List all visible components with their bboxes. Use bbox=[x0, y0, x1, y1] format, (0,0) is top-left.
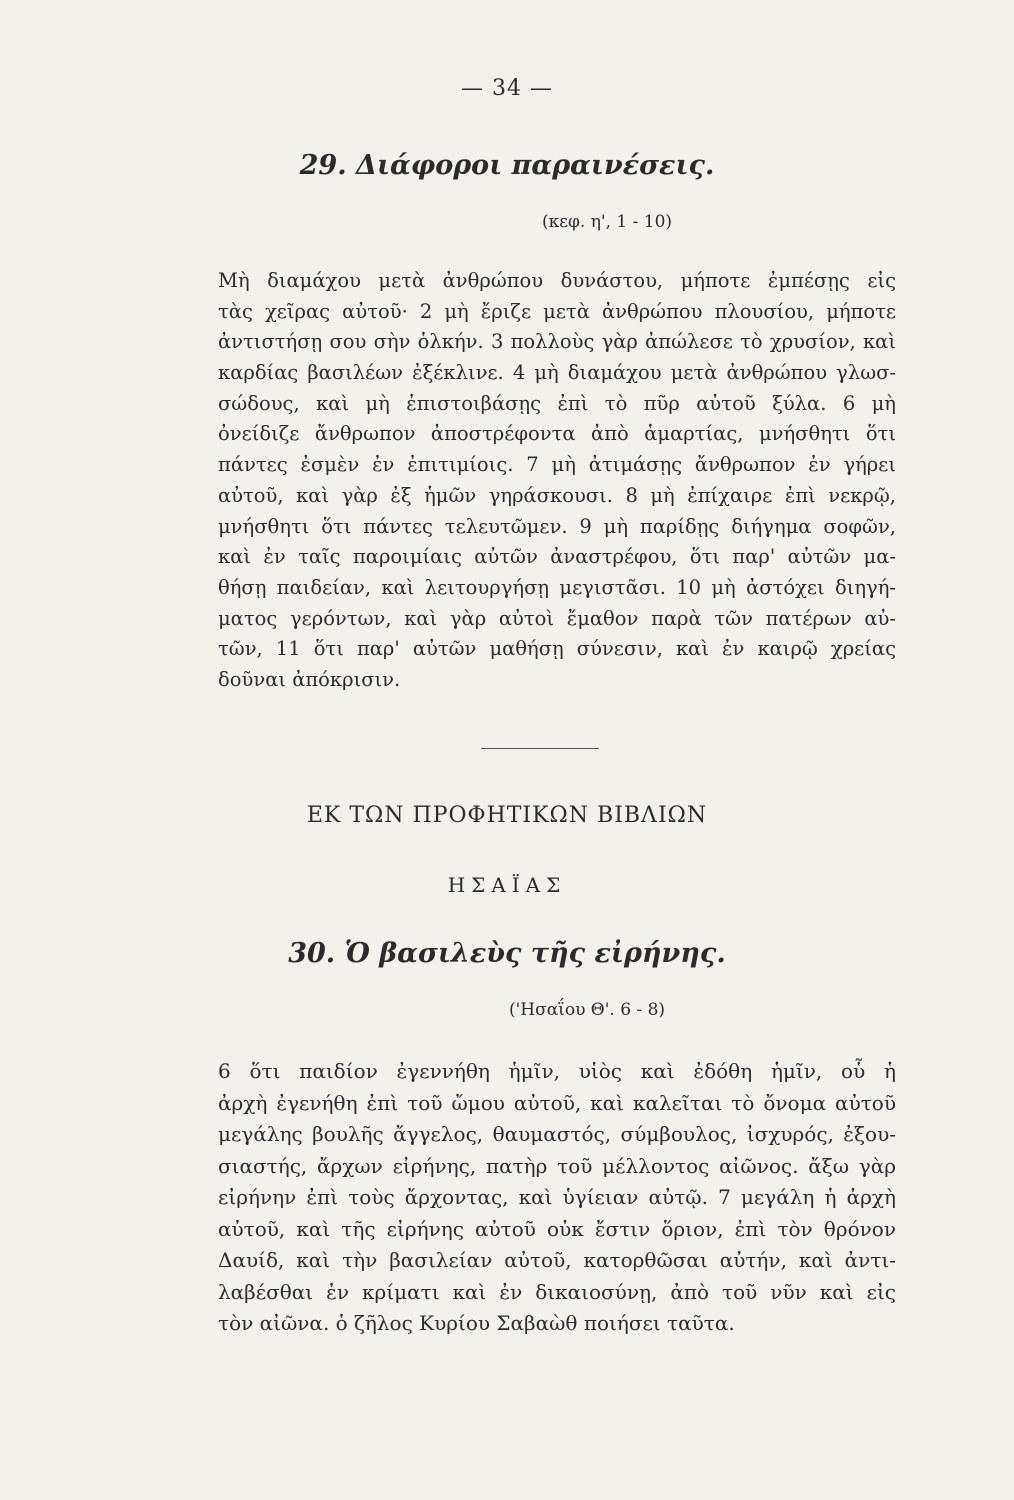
text-line: αὐτοῦ, καὶ τῆς εἰρήνης αὐτοῦ οὐκ ἔστιν ὅριον, ἐπὶ τὸν θρόνον bbox=[218, 1216, 896, 1241]
text-line: λαβέσθαι ἐν κρίματι καὶ ἐν δικαιοσύνῃ, ἀπὸ τοῦ νῦν καὶ εἰς bbox=[218, 1279, 896, 1304]
text-line: πάντες ἐσμὲν ἐν ἐπιτιμίοις. 7 μὴ ἀτιμάσῃς ἄνθρωπον ἐν γήρει bbox=[218, 453, 896, 477]
section-30-reference: ('Ησαΐου Θ'. 6 - 8) bbox=[508, 1000, 666, 1020]
text-line: καρδίας βασιλέων ἐξέκλινε. 4 μὴ διαμάχου μετὰ ἀνθρώπου γλωσ- bbox=[218, 361, 896, 385]
text-line: Δαυίδ, καὶ τὴν βασιλείαν αὐτοῦ, κατορθῶσαι αὐτήν, καὶ ἀντι- bbox=[218, 1248, 896, 1272]
section-29-reference: (κεφ. η', 1 - 10) bbox=[541, 212, 673, 232]
text-line: σώδους, καὶ μὴ ἐπιστοιβάσῃς ἐπὶ τὸ πῦρ αὐτοῦ ξύλα. 6 μὴ bbox=[218, 391, 896, 415]
section-30-heading: 30. Ὁ βασιλεὺς τῆς εἰρήνης. bbox=[288, 938, 726, 969]
page-number: — 34 — bbox=[461, 76, 553, 101]
text-line: ματος γερόντων, καὶ γὰρ αὐτοὶ ἔμαθον παρὰ τῶν πατέρων αὐ- bbox=[218, 606, 896, 630]
section-30-body bbox=[218, 1056, 896, 1340]
text-line: καὶ ἐν ταῖς παροιμίαις αὐτῶν ἀναστρέφου, ὅτι παρ' αὐτῶν μα- bbox=[218, 545, 896, 569]
text-line: τὰς χεῖρας αὐτοῦ· 2 μὴ ἔριζε μετὰ ἀνθρώπου πλουσίου, μήποτε bbox=[218, 299, 896, 323]
text-line: ὀνείδιζε ἄνθρωπον ἀποστρέφοντα ἀπὸ ἁμαρτίας, μνήσθητι ὅτι bbox=[218, 422, 896, 446]
text-line: 6 ὅτι παιδίον ἐγεννήθη ἡμῖν, υἱὸς καὶ ἐδόθη ἡμῖν, οὗ ἡ bbox=[218, 1059, 896, 1083]
section-29-body bbox=[218, 266, 896, 696]
text-line: ἀρχὴ ἐγενήθη ἐπὶ τοῦ ὤμου αὐτοῦ, καὶ καλεῖται τὸ ὄνομα αὐτοῦ bbox=[218, 1090, 896, 1115]
text-line: μνήσθητι ὅτι πάντες τελευτῶμεν. 9 μὴ παρίδῃς διήγημα σοφῶν, bbox=[218, 514, 896, 538]
section-divider bbox=[481, 748, 599, 749]
section-title: ΕΚ ΤΩΝ ΠΡΟΦΗΤΙΚΩΝ ΒΙΒΛΙΩΝ bbox=[306, 803, 708, 828]
book-title: ΗΣΑΪΑΣ bbox=[447, 873, 567, 897]
text-line: τῶν, 11 ὅτι παρ' αὐτῶν μαθήσῃ σύνεσιν, καὶ ἐν καιρῷ χρείας bbox=[218, 637, 896, 661]
text-line: Μὴ διαμάχου μετὰ ἀνθρώπου δυνάστου, μήποτε ἐμπέσῃς εἰς bbox=[218, 269, 896, 292]
text-line: δοῦναι ἀπόκρισιν. bbox=[218, 667, 401, 691]
text-line: αὐτοῦ, καὶ γὰρ ἐξ ἡμῶν γηράσκουσι. 8 μὴ ἐπίχαιρε ἐπὶ νεκρῷ, bbox=[218, 483, 896, 507]
text-line: μεγάλης βουλῆς ἄγγελος, θαυμαστός, σύμβουλος, ἰσχυρός, ἐξου- bbox=[218, 1122, 896, 1146]
text-line: σιαστής, ἄρχων εἰρήνης, πατὴρ τοῦ μέλλοντος αἰῶνος. ἄξω γὰρ bbox=[218, 1153, 896, 1178]
text-line: εἰρήνην ἐπὶ τοὺς ἄρχοντας, καὶ ὑγίειαν αὐτῷ. 7 μεγάλη ἡ ἀρχὴ bbox=[218, 1185, 896, 1209]
text-line: ἀντιστήσῃ σου σὴν ὁλκήν. 3 πολλοὺς γὰρ ἀπώλεσε τὸ χρυσίον, καὶ bbox=[218, 330, 896, 354]
text-line: θήσῃ παιδείαν, καὶ λειτουργήσῃ μεγιστᾶσι. 10 μὴ ἀστόχει διηγή- bbox=[218, 575, 896, 599]
text-line: τὸν αἰῶνα. ὁ ζῆλος Κυρίου Σαβαὼθ ποιήσει ταῦτα. bbox=[218, 1311, 735, 1335]
section-29-heading: 29. Διάφοροι παραινέσεις. bbox=[299, 150, 715, 181]
